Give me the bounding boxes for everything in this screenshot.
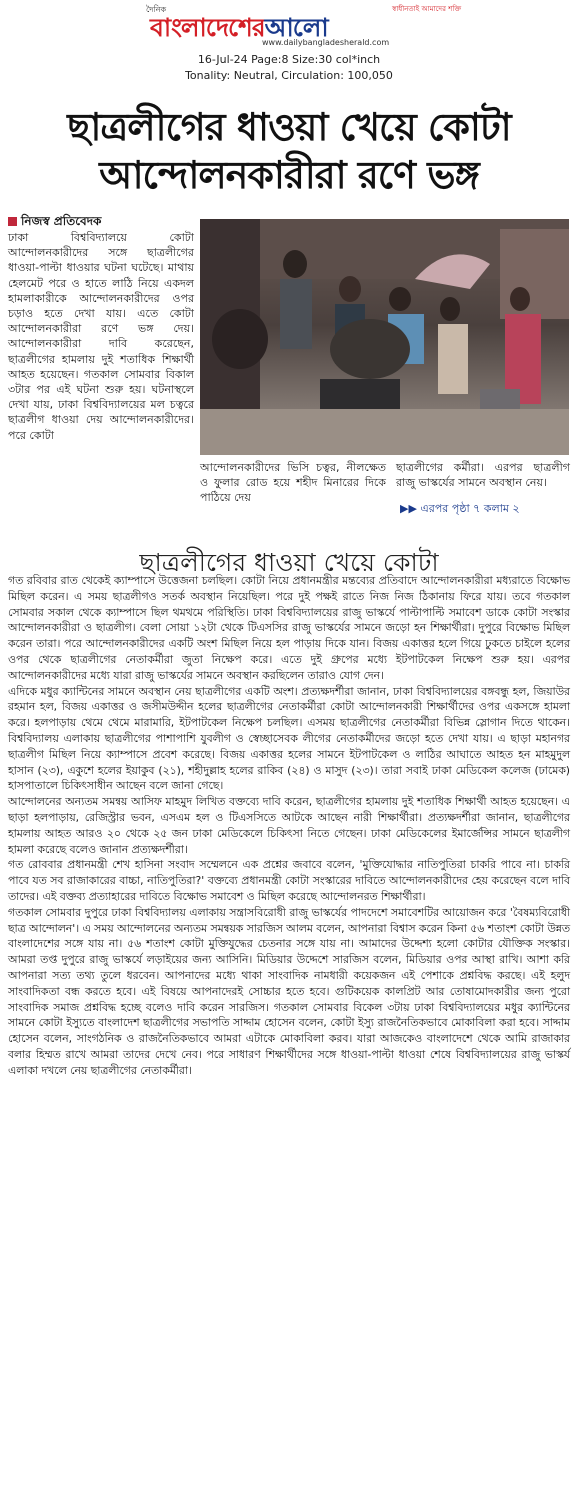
photo-caption-col-2: ছাত্রলীগের কর্মীরা। এরপর ছাত্রলীগ রাজু ভাস্কর্যের সামনে অবস্থান নেয়। bbox=[396, 461, 570, 490]
masthead-tagline: স্বাধীনতাই আমাদের শক্তি bbox=[392, 5, 462, 13]
photo-caption-col-1: আন্দোলনকারীদের ভিসি চত্বর, নীলক্ষেত ও ফুলার রোড হয়ে শহীদ মিনারের দিকে পাঠিয়ে দেয় bbox=[200, 461, 386, 505]
crowd-illustration bbox=[200, 219, 569, 455]
byline-text: নিজস্ব প্রতিবেদক bbox=[21, 214, 102, 228]
continuation-headline: ছাত্রলীগের ধাওয়া খেয়ে কোটা bbox=[139, 548, 439, 577]
headline-line-1: ছাত্রলীগের ধাওয়া খেয়ে কোটা bbox=[67, 104, 511, 149]
headline-line-2: আন্দোলনকারীরা রণে ভঙ্গ bbox=[99, 152, 479, 197]
body-paragraph: গত রবিবার রাত থেকেই ক্যাম্পাসে উত্তেজনা চলছিল। কোটা নিয়ে প্রধানমন্ত্রীর মন্তব্যের প্রতিবাদে আন্দোলনকারীরা মধ্যরাতে বিক্ষোভ মিছিল করেন। এ সময় ছাত্রলীগও সতর্ক অবস্থান নিয়েছিল। পরে দুই পক্ষই রাতে নিজ নিজ ঠিকানায় ফিরে যায়। তবে গতকাল সোমবার সকাল থেকে ক্যাম্পাসে ছিল থমথমে পরিস্থিতি। ঢাকা বিশ্ববিদ্যালয়ের রাজু ভাস্কর্যে পাল্টাপাল্টি সমাবেশ ডাকে কোটা সংস্কার আন্দোলনকারীরা ও ছাত্রলীগ। বেলা সোয়া ১২টা থেকে টিএসসির রাজু ভাস্কর্যের সামনে জড়ো হন শিক্ষার্থীরা। দুপুরে বিক্ষোভ মিছিল করেন তারা। পরে আন্দোলনকারীদের একটি অংশ মিছিল নিয়ে হল পাড়ায় দিকে যান। বিজয় একাত্তর হলে গিয়ে ঢুকতে চাইলে হলের ওপর থেকে ছাত্রলীগের নেতাকর্মীরা জুতা নিক্ষেপ করে। এতে দুই গ্রুপের মধ্যে ইটপাটকেল নিক্ষেপ শুরু হয়। এরপর আন্দোলনকারীদের মধ্যে যারা রাজু ভাস্কর্যের সামনে অবস্থান করছিলেন তারাও যোগ দেন। bbox=[8, 574, 570, 682]
clipping-meta-line-2: Tonality: Neutral, Circulation: 100,050 bbox=[185, 69, 393, 82]
logo-part-1: বাংলাদেশের bbox=[150, 13, 265, 42]
logo-part-2: আলো bbox=[264, 13, 328, 42]
body-paragraph: গত রোববার প্রধানমন্ত্রী শেখ হাসিনা সংবাদ সম্মেলনে এক প্রশ্নের জবাবে বলেন, 'মুক্তিযোদ্ধার নাতিপুতিরা চাকরি পাবে না। চাকরি পাবে যত সব রাজাকারের বাচ্চা, নাতিপুতিরা?' বক্তব্যে প্রধানমন্ত্রী কোটা সংস্কারের দাবিতে আন্দোলনকারীদের হেয় করেছেন বলে দাবি তাদের। এই বক্তব্য প্রত্যাহারের দাবিতে বিক্ষোভ সমাবেশ ও মিছিল করেছে আন্দোলনরত শিক্ষার্থীরা। bbox=[8, 858, 570, 903]
clipping-meta-line-1: 16-Jul-24 Page:8 Size:30 col*inch bbox=[197, 53, 381, 66]
body-paragraph: আন্দোলনের অন্যতম সমন্বয় আসিফ মাহমুদ লিখিত বক্তব্যে দাবি করেন, ছাত্রলীগের হামলায় দুই শতাধিক শিক্ষার্থী আহত হয়েছেন। এ ছাড়া হলপাড়ায়, রেজিস্ট্রার ভবন, এসএম হল ও টিএসসিতে আটকে আছেন নারী শিক্ষার্থীরা। প্রত্যক্ষদর্শীরা জানান, ছাত্রলীগের হামলায় আহত আরও ২০ থেকে ২৫ জন ঢাকা মেডিকেলে চিকিৎসা নিতে গেছেন। ঢাকা মেডিকেলের ইমার্জেন্সির সামনে ছাত্রলীগ হামলা করেছে বলেও জানান প্রত্যক্ষদর্শীরা। bbox=[8, 795, 570, 856]
body-paragraph: এদিকে মধুর ক্যান্টিনের সামনে অবস্থান নেয় ছাত্রলীগের একটি অংশ। প্রত্যক্ষদর্শীরা জানান, ঢাকা বিশ্ববিদ্যালয়ের বঙ্গবন্ধু হল, জিয়াউর রহমান হল, বিজয় একাত্তর ও জসীমউদ্দীন হলের ছাত্রলীগের নেতাকর্মীরা কোটা আন্দোলনকারী শিক্ষার্থীদের ওপর একসঙ্গে হামলা করে। হলপাড়ায় থেমে থেমে মারামারি, ইটপাটকেল নিক্ষেপ চলছিল। এসময় ছাত্রলীগের নেতাকর্মীরা বিভিন্ন স্লোগান দিতে থাকেন। বিশ্ববিদ্যালয় এলাকায় ছাত্রলীগের পাশাপাশি যুবলীগ ও স্বেচ্ছাসেবক লীগের নেতাকর্মীদের জড়ো হতে দেখা যায়। এ ছাড়া মহানগর ছাত্রলীগ মিছিল নিয়ে ক্যাম্পাসে প্রবেশ করেছে। বিজয় একাত্তর হলের সামনে ইটপাটকেল ও লাঠির আঘাতে আহত হন মাহমুদুল হাসান (২৩), একুশে হলের ইয়াকুব (২১), শহীদুল্লাহ হলের রাকিব (২৪) ও মাসুদ (২৩)। তারা সবাই ঢাকা মেডিকেল কলেজ (ঢামেক) হাসপাতালে চিকিৎসাধীন আছেন বলে জানা গেছে। bbox=[8, 684, 570, 793]
continuation-body bbox=[8, 573, 570, 1079]
masthead-website: www.dailybangladesherald.com bbox=[262, 38, 390, 47]
masthead bbox=[0, 0, 578, 50]
byline-square-icon bbox=[8, 217, 17, 226]
intro-paragraph: ঢাকা বিশ্ববিদ্যালয়ে কোটা আন্দোলনকারীদের সঙ্গে ছাত্রলীগের ধাওয়া-পাল্টা ধাওয়ার ঘটনা ঘটেছে। মাথায় হেলমেট পরে ও হাতে লাঠি নিয়ে একদল হামলাকারীকে আন্দোলনকারীদের ওপর চড়াও হতে দেখা যায়। এতে কোটা আন্দোলনকারীরা রণে ভঙ্গ দেয়। আন্দোলনকারীরা দাবি করেছেন, ছাত্রলীগের হামলায় দুই শতাধিক শিক্ষার্থী আহত হয়েছেন। গতকাল সোমবার বিকাল ৩টার পর এই ঘটনা শুরু হয়। ঘটনাস্থলে দেখা যায়, ঢাকা বিশ্ববিদ্যালয়ের মল চত্বরে ছাত্রলীগ ধাওয়া দেয় আন্দোলনকারীদের। পরে কোটা bbox=[8, 231, 194, 442]
masthead-small-text: দৈনিক bbox=[146, 5, 167, 14]
body-paragraph: গতকাল সোমবার দুপুরে ঢাকা বিশ্ববিদ্যালয় এলাকায় সন্ত্রাসবিরোধী রাজু ভাস্কর্যের পাদদেশে সমাবেশটির আয়োজন করে 'বৈষম্যবিরোধী ছাত্র আন্দোলন'। এ সময় আন্দোলনের অন্যতম সমন্বয়ক সারজিস আলম বলেন, আপনারা বিশ্বাস করেন কিনা ৫৬ শতাংশ কোটা উন্নত বাংলাদেশের সঙ্গে যায় না। ৫৬ শতাংশ কোটা মুক্তিযুদ্ধের চেতনার সঙ্গে যায় না। আমাদের উদ্দেশ্য হলো কোটার যৌক্তিক সংস্কার। আমরা তপ্ত দুপুরে রাজু ভাস্কর্যে লড়াইয়ের জন্য আসিনি। মিডিয়ার উদ্দেশে সারজিস বলেন, মিডিয়ার ওপর আস্থা রাখি। আশা করি আপনারা সত্য তথ্য তুলে ধরবেন। আপনাদের মধ্যে থাকা সাংবাদিক নামধারী কয়েকজন এই পেশাকে প্রশ্নবিদ্ধ করছে। এই হলুদ সাংবাদিকতা বন্ধ করতে হবে। এই বিষয়ে আপনাদেরই সোচ্চার হতে হবে। গুটিকয়েক কালপ্রিট আর তোষামোদকারীর জন্য পুরো সাংবাদিক সমাজ প্রশ্নবিদ্ধ হচ্ছে বলেও দাবি করেন সারজিস। গতকাল সোমবার বিকেল ৩টায় ঢাকা বিশ্ববিদ্যালয়ের মধুর ক্যান্টিনের সামনে কোটা ইস্যুতে বাংলাদেশ ছাত্রলীগের সভাপতি সাদ্দাম হোসেন বলেন, কোটা ইস্যু রাজনৈতিকভাবে মোকাবিলা করা হবে। সাদ্দাম হোসেন বলেন, সাংগঠনিক ও রাজনৈতিকভাবে আমরা এটাকে মোকাবিলা করব। যারা আজকেও বাংলাদেশে থেকে আমি রাজাকার বলার হিম্মত রাখে আমরা তাদের দেখে নেব। পরে সাধারণ শিক্ষার্থীদের সঙ্গে ধাওয়া-পাল্টা ধাওয়া শেষে বিশ্ববিদ্যালয়ের রাজু ভাস্কর্য এলাকা দখলে নেয় ছাত্রলীগের নেতাকর্মীরা। bbox=[8, 905, 570, 1077]
news-photo bbox=[200, 219, 569, 455]
continued-on-page-7: ▶▶ এরপর পৃষ্ঠা ৭ কলাম ২ bbox=[400, 502, 520, 515]
